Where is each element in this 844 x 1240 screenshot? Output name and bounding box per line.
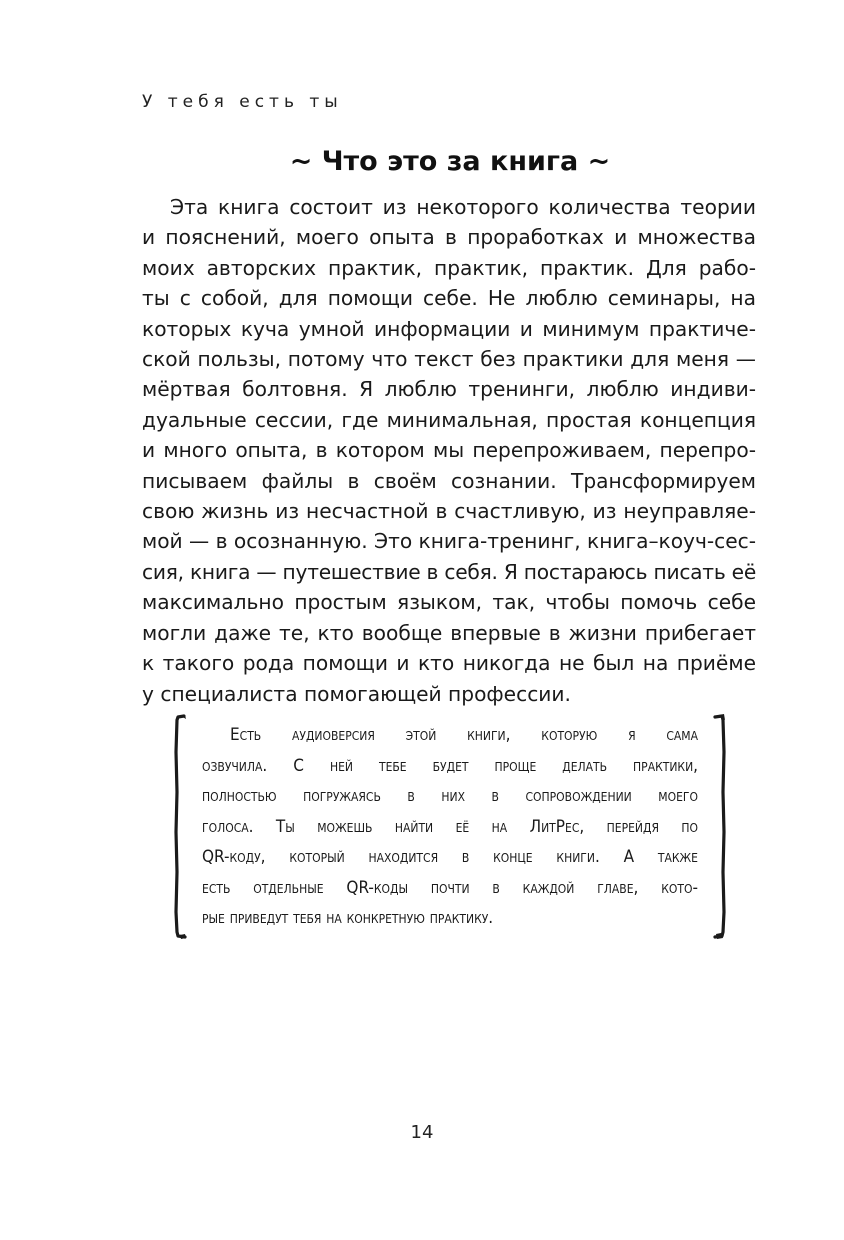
body-line: к такого рода помощи и кто никогда не был на приёме [142,651,756,676]
note-line: голоса. Ты можешь найти её на ЛитРес, перейдя по [202,816,698,837]
running-header: У тебя есть ты [142,92,343,112]
body-line: писываем файлы в своём сознании. Трансформируем [142,468,756,493]
body-line: и много опыта, в котором мы перепроживаем, перепро- [142,438,756,463]
audio-version-note [172,712,728,940]
body-line: могли даже те, кто вообще впервые в жизни прибегает [142,620,756,645]
note-text [202,720,698,934]
body-line: максимально простым языком, так, чтобы помочь себе [142,590,756,615]
note-line: Есть аудиоверсия этой книги, которую я сама [230,725,698,745]
body-line: мёртвая болтовня. Я люблю тренинги, люблю индиви- [142,377,756,402]
chapter-title: ~ Что это за книга ~ [289,146,611,177]
left-bracket-icon [172,712,188,940]
page-number: 14 [410,1122,434,1143]
note-line: QR-коду, который находится в конце книги. А также [202,847,698,867]
body-line: у специалиста помогающей профессии. [142,681,571,706]
body-line: ской пользы, потому что текст без практики для меня — [142,347,756,372]
note-line: рые приведут тебя на конкретную практику. [202,908,494,928]
body-line: которых куча умной информации и минимум практиче- [142,316,756,341]
body-line: Эта книга состоит из некоторого количества теории [170,195,756,219]
note-line: озвучила. С ней тебе будет проще делать практики, [202,755,698,776]
body-line: моих авторских практик, практик, практик. Для рабо- [142,255,756,280]
body-line: сия, книга — путешествие в себя. Я постараюсь писать её [142,559,756,584]
body-line: свою жизнь из несчастной в счастливую, из неуправляе- [142,499,756,524]
note-line: полностью погружаясь в них в сопровождении моего [202,786,698,806]
right-bracket-icon [712,712,728,940]
body-line: мой — в осознанную. Это книга-тренинг, книга–коуч-сес- [142,529,756,554]
body-line: ты с собой, для помощи себе. Не люблю семинары, на [142,286,756,311]
body-line: и пояснений, моего опыта в проработках и множества [142,225,756,250]
body-line: дуальные сессии, где минимальная, простая концепция [142,407,756,432]
note-line: есть отдельные QR-коды почти в каждой главе, кото- [202,877,698,898]
body-paragraph [142,192,756,709]
